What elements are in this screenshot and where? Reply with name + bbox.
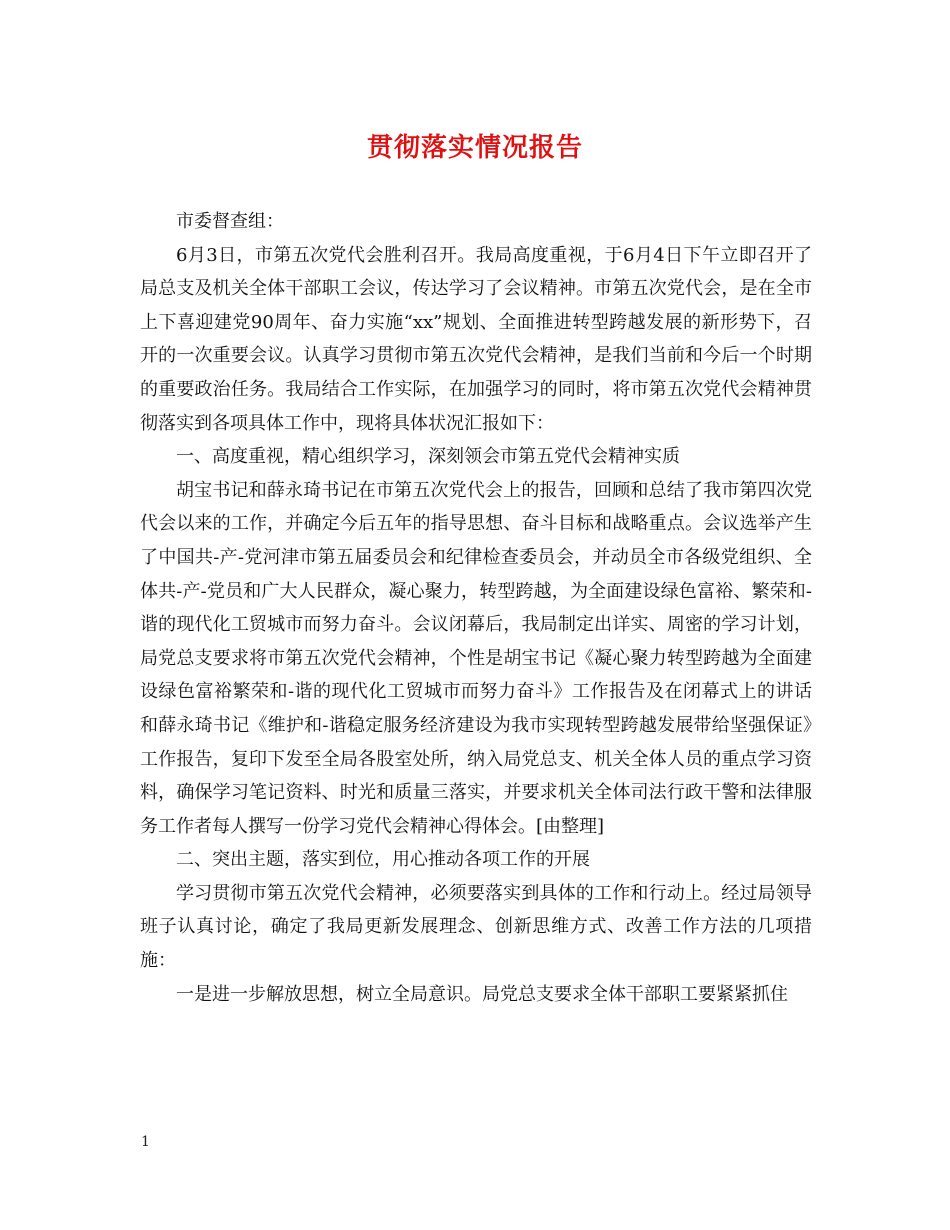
salutation-paragraph: 市委督查组： (176, 211, 284, 232)
measure-1-paragraph: 一是进一步解放思想，树立全局意识。局党总支要求全体干部职工要紧紧抓住 (176, 983, 788, 1005)
section-2-paragraph: 学习贯彻市第五次党代会精神，必须要落实到具体的工作和行动上。经过局领导班子认真讨论，确定了我局更新发展理念、创新思维方式、改善工作方法的几项措施： (140, 882, 812, 972)
document-body (140, 205, 812, 1011)
page-number: 1 (141, 1134, 150, 1150)
section-1-paragraph: 胡宝书记和薛永琦书记在市第五次党代会上的报告，回顾和总结了我市第四次党代会以来的工作，并确定今后五年的指导思想、奋斗目标和战略重点。会议选举产生了中国共-产-党河津市第五届委员会和纪律检查委员会，并动员全市各级党组织、全体共-产-党员和广大人民群众，凝心聚力，转型跨越，为全面建设绿色富裕、繁荣和-谐的现代化工贸城市而努力奋斗。会议闭幕后，我局制定出详实、周密的学习计划，局党总支要求将市第五次党代会精神，个性是胡宝书记《凝心聚力转型跨越为全面建设绿色富裕繁荣和-谐的现代化工贸城市而努力奋斗》工作报告及在闭幕式上的讲话和薛永琦书记《维护和-谐稳定服务经济建设为我市实现转型跨越发展带给坚强保证》工作报告，复印下发至全局各股室处所，纳入局党总支、机关全体人员的重点学习资料，确保学习笔记资料、时光和质量三落实，并要求机关全体司法行政干警和法律服务工作者每人撰写一份学习党代会精神心得体会。[由整理] (140, 479, 812, 837)
intro-paragraph: 6月3日，市第五次党代会胜利召开。我局高度重视，于6月4日下午立即召开了局总支及机关全体干部职工会议，传达学习了会议精神。市第五次党代会，是在全市上下喜迎建党90周年、奋力实施“xx”规划、全面推进转型跨越发展的新形势下，召开的一次重要会议。认真学习贯彻市第五次党代会精神，是我们当前和今后一个时期的重要政治任务。我局结合工作实际，在加强学习的同时，将市第五次党代会精神贯彻落实到各项具体工作中，现将具体状况汇报如下： (140, 244, 812, 434)
document-title: 贯彻落实情况报告 (366, 133, 583, 163)
section-heading-1: 一、高度重视，精心组织学习，深刻领会市第五党代会精神实质 (176, 446, 680, 468)
section-heading-2: 二、突出主题，落实到位，用心推动各项工作的开展 (176, 849, 590, 871)
